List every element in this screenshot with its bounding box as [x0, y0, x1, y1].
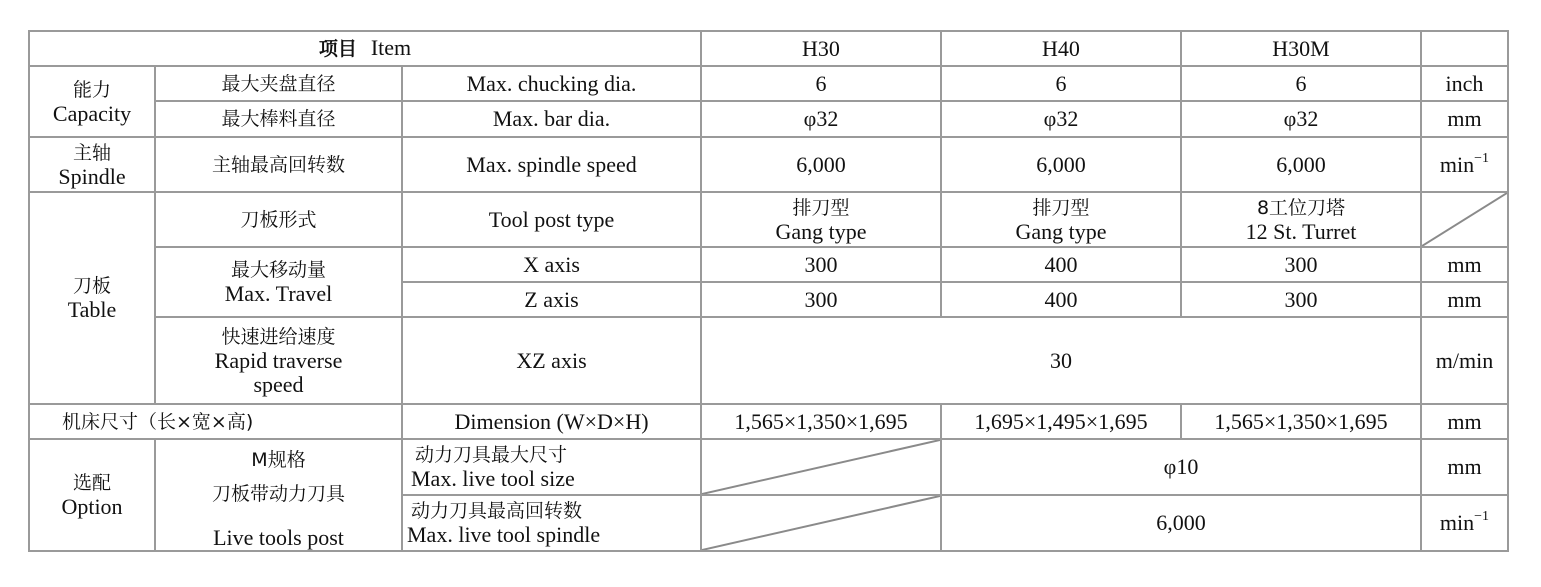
capacity-group-cn: 能力	[72, 78, 111, 101]
live-speed-h30-na	[701, 495, 941, 551]
bar-unit: mm	[1421, 101, 1508, 137]
spindle-speed-label-en: Max. spindle speed	[402, 137, 701, 192]
dimension-label-cn: 机床尺寸（长×宽×高)	[29, 404, 402, 439]
travel-label-cn: 最大移动量	[230, 259, 326, 281]
capacity-group	[29, 66, 155, 137]
rapid-label-cn: 快速进给速度	[221, 325, 336, 348]
tool-post-h30-cn: 排刀型	[792, 196, 850, 219]
tool-post-unit-na	[1421, 192, 1508, 247]
tool-post-h30-en: Gang type	[775, 218, 867, 244]
live-size-label-cn: 动力刀具最大尺寸	[415, 444, 568, 466]
tool-post-h30m	[1181, 192, 1421, 247]
option-post-label	[155, 439, 402, 551]
tool-post-h40	[941, 192, 1181, 247]
dimension-h30m: 1,565×1,350×1,695	[1181, 404, 1421, 439]
dimension-label-en: Dimension (W×D×H)	[402, 404, 701, 439]
chuck-value-h30: 6	[701, 66, 941, 101]
bar-value-h30: φ32	[701, 101, 941, 137]
travel-z-unit: mm	[1421, 282, 1508, 317]
tool-post-h30m-cn: 8工位刀塔	[1256, 196, 1346, 219]
chuck-unit: inch	[1421, 66, 1508, 101]
option-post-cn: 刀板带动力刀具	[211, 483, 345, 505]
rapid-unit: m/min	[1421, 317, 1508, 404]
tool-post-label-en: Tool post type	[402, 192, 701, 247]
na-diagonal	[702, 496, 940, 550]
live-size-unit: mm	[1421, 439, 1508, 495]
bar-value-h40: φ32	[941, 101, 1181, 137]
travel-x-axis: X axis	[402, 247, 701, 282]
unit-header	[1421, 31, 1508, 66]
spindle-speed-h30: 6,000	[701, 137, 941, 192]
rapid-label	[155, 317, 402, 404]
live-speed-unit-base: min	[1439, 510, 1475, 535]
spindle-unit-sup: −1	[1474, 150, 1490, 166]
model-h40-header: H40	[941, 31, 1181, 66]
tool-post-label-cn: 刀板形式	[155, 192, 402, 247]
spindle-speed-h30m: 6,000	[1181, 137, 1421, 192]
spindle-speed-h40: 6,000	[941, 137, 1181, 192]
live-size-h30-na	[701, 439, 941, 495]
capacity-group-en: Capacity	[52, 100, 132, 126]
spindle-group	[29, 137, 155, 192]
spindle-speed-unit	[1421, 137, 1508, 192]
option-post-en: Live tools post	[213, 525, 344, 550]
live-speed-label-en: Max. live tool spindle	[407, 522, 601, 547]
travel-z-axis: Z axis	[402, 282, 701, 317]
tool-post-h40-cn: 排刀型	[1032, 196, 1090, 219]
chuck-label-en: Max. chucking dia.	[402, 66, 701, 101]
model-h30m-header: H30M	[1181, 31, 1421, 66]
travel-x-h30m: 300	[1181, 247, 1421, 282]
item-header-en: Item	[370, 35, 412, 60]
bar-label-en: Max. bar dia.	[402, 101, 701, 137]
model-h30-header: H30	[701, 31, 941, 66]
table-row	[29, 101, 1508, 137]
na-diagonal	[1422, 193, 1507, 246]
travel-label	[155, 247, 402, 317]
travel-x-h30: 300	[701, 247, 941, 282]
rapid-value: 30	[701, 317, 1421, 404]
live-speed-value: 6,000	[941, 495, 1421, 551]
option-m-spec: M规格	[251, 449, 306, 471]
option-group-en: Option	[61, 494, 123, 519]
option-group-cn: 选配	[72, 472, 111, 494]
travel-z-h30: 300	[701, 282, 941, 317]
tool-post-h40-en: Gang type	[1015, 218, 1107, 244]
na-diagonal	[702, 440, 940, 494]
live-speed-label	[402, 495, 701, 551]
live-speed-unit	[1421, 495, 1508, 551]
dimension-unit: mm	[1421, 404, 1508, 439]
table-group	[29, 192, 155, 404]
item-header-cn: 项目	[318, 38, 357, 60]
table-row	[29, 247, 1508, 282]
tool-post-h30m-en: 12 St. Turret	[1245, 218, 1357, 244]
live-speed-label-cn: 动力刀具最高回转数	[411, 500, 583, 522]
table-group-en: Table	[67, 297, 117, 322]
dimension-h30: 1,565×1,350×1,695	[701, 404, 941, 439]
header-row	[29, 31, 1508, 66]
travel-x-h40: 400	[941, 247, 1181, 282]
table-row	[29, 317, 1508, 404]
live-speed-unit-sup: −1	[1474, 509, 1490, 524]
spec-table	[28, 30, 1509, 552]
table-row	[29, 192, 1508, 247]
spindle-group-en: Spindle	[58, 163, 126, 189]
table-row	[29, 439, 1508, 495]
rapid-label-en-1: Rapid traverse	[214, 347, 343, 373]
live-size-label-en: Max. live tool size	[411, 466, 575, 491]
travel-x-unit: mm	[1421, 247, 1508, 282]
live-size-label	[402, 439, 701, 495]
spindle-speed-label-cn: 主轴最高回转数	[155, 137, 402, 192]
table-row	[29, 137, 1508, 192]
table-group-cn: 刀板	[72, 275, 111, 297]
travel-label-en: Max. Travel	[224, 281, 333, 306]
travel-z-h30m: 300	[1181, 282, 1421, 317]
option-group	[29, 439, 155, 551]
dimension-h40: 1,695×1,495×1,695	[941, 404, 1181, 439]
chuck-value-h30m: 6	[1181, 66, 1421, 101]
live-size-value: φ10	[941, 439, 1421, 495]
tool-post-h30	[701, 192, 941, 247]
item-header	[29, 31, 701, 66]
travel-z-h40: 400	[941, 282, 1181, 317]
spindle-group-cn: 主轴	[72, 141, 111, 164]
spindle-unit-base: min	[1439, 151, 1475, 177]
bar-label-cn: 最大棒料直径	[155, 101, 402, 137]
chuck-value-h40: 6	[941, 66, 1181, 101]
rapid-label-en-2: speed	[253, 371, 304, 397]
chuck-label-cn: 最大夹盘直径	[155, 66, 402, 101]
rapid-axis: XZ axis	[402, 317, 701, 404]
table-row	[29, 404, 1508, 439]
table-row	[29, 66, 1508, 101]
bar-value-h30m: φ32	[1181, 101, 1421, 137]
